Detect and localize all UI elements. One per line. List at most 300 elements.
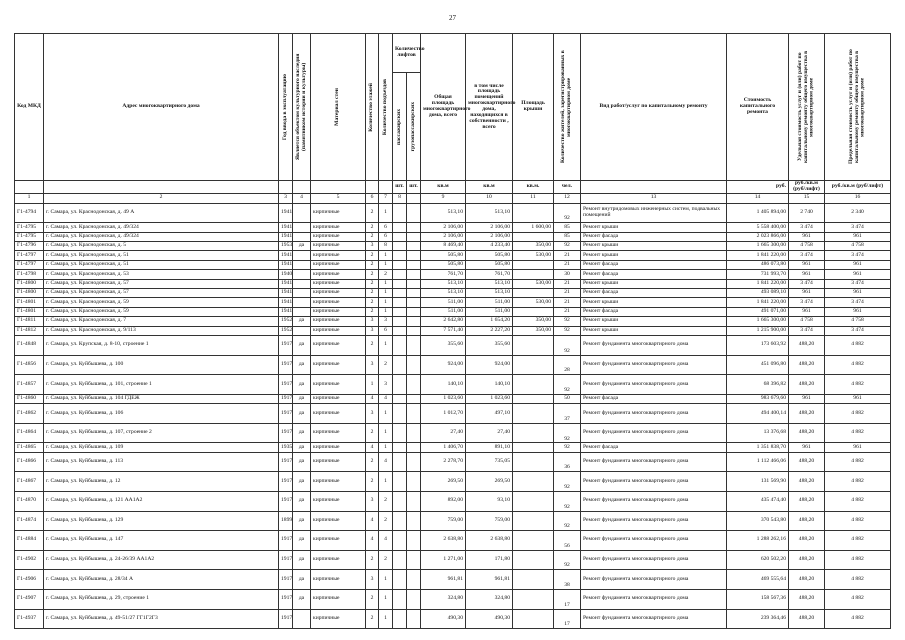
column-number: 2 <box>44 193 279 203</box>
cell-lifts-pass <box>393 443 407 452</box>
cell-walls: кирпичные <box>311 394 366 403</box>
cell-walls: кирпичные <box>311 289 366 298</box>
cell-heritage: да <box>293 472 311 492</box>
cell-roof-area <box>513 270 554 279</box>
cell-max-cost: 2 340 <box>825 203 891 223</box>
cell-code: Г1-4795 <box>15 223 44 232</box>
cell-cost: 370 543,80 <box>727 511 789 531</box>
cell-work-type: Ремонт крыши <box>581 223 727 232</box>
cell-walls: кирпичные <box>311 270 366 279</box>
cell-walls: кирпичные <box>311 375 366 395</box>
cell-premises-area: 269,50 <box>466 472 513 492</box>
column-number: 11 <box>513 193 554 203</box>
cell-lifts-pass <box>393 491 407 511</box>
cell-cost: 1 351 838,70 <box>727 443 789 452</box>
cell-unit-cost: 961 <box>789 260 825 269</box>
cell-work-type: Ремонт фундамента многоквартирного дома <box>581 472 727 492</box>
unit-roof-area: кв.м. <box>513 181 554 194</box>
header-address: Адрес многоквартирного дома <box>44 34 279 181</box>
cell-lifts-pass <box>393 452 407 472</box>
cell-total-area: 759,00 <box>421 511 466 531</box>
cell-total-area: 511,00 <box>421 298 466 307</box>
cell-lifts-cargo <box>407 531 421 551</box>
header-residents-cell <box>554 34 581 181</box>
cell-entrances: 2 <box>379 355 393 375</box>
table-row <box>15 472 891 492</box>
cell-entrances: 1 <box>379 260 393 269</box>
cell-residents: 92 <box>554 443 581 452</box>
header-total-area: Общая площадь многоквартирного дома, всего <box>421 34 466 181</box>
cell-work-type: Ремонт внутридомовых инженерных систем, подвальных помещений <box>581 203 727 223</box>
cell-work-type: Ремонт фундамента многоквартирного дома <box>581 355 727 375</box>
table-row <box>15 609 891 629</box>
cell-walls: кирпичные <box>311 443 366 452</box>
cell-code: Г1-4795 <box>15 232 44 241</box>
cell-premises-area: 2 106,00 <box>466 223 513 232</box>
cell-roof-area <box>513 472 554 492</box>
table-row <box>15 443 891 452</box>
cell-code: Г1-4860 <box>15 394 44 403</box>
cell-entrances: 6 <box>379 232 393 241</box>
cell-work-type: Ремонт фундамента многоквартирного дома <box>581 404 727 424</box>
header-work-type: Вид работ/услуг по капитальному ремонту <box>581 34 727 181</box>
cell-total-area: 892,00 <box>421 491 466 511</box>
cell-address: г. Самара, ул. Куйбышева, д. 129 <box>44 511 279 531</box>
cell-year: 1941 <box>279 251 293 260</box>
cell-max-cost: 961 <box>825 443 891 452</box>
table-row <box>15 307 891 316</box>
cell-premises-area: 891,10 <box>466 443 513 452</box>
cell-address: г. Самара, ул. Краснодонская, д. 7 <box>44 317 279 326</box>
cell-cost: 435 474,40 <box>727 491 789 511</box>
cell-entrances: 1 <box>379 289 393 298</box>
cell-cost: 731 993,70 <box>727 270 789 279</box>
cell-walls: кирпичные <box>311 589 366 609</box>
cell-premises-area: 505,80 <box>466 251 513 260</box>
cell-code: Г1-4857 <box>15 375 44 395</box>
table-row <box>15 326 891 335</box>
cell-premises-area: 735,05 <box>466 452 513 472</box>
cell-year: 1917 <box>279 472 293 492</box>
cell-entrances: 2 <box>379 270 393 279</box>
cell-floors: 2 <box>366 232 379 241</box>
cell-total-area: 490,30 <box>421 609 466 629</box>
cell-roof-area <box>513 491 554 511</box>
cell-code: Г1-4865 <box>15 443 44 452</box>
cell-cost: 491 071,00 <box>727 307 789 316</box>
table-row <box>15 279 891 288</box>
header-floors-cell <box>366 34 379 181</box>
column-number: 6 <box>366 193 379 203</box>
cell-roof-area <box>513 589 554 609</box>
cell-floors: 3 <box>366 491 379 511</box>
cell-entrances: 2 <box>379 491 393 511</box>
cell-work-type: Ремонт фундамента многоквартирного дома <box>581 511 727 531</box>
cell-address: г. Самара, ул. Куйбышева, д. 106 <box>44 404 279 424</box>
cell-lifts-pass <box>393 423 407 443</box>
cell-floors: 2 <box>366 589 379 609</box>
cell-code: Г1-4848 <box>15 336 44 356</box>
cell-work-type: Ремонт фундамента многоквартирного дома <box>581 550 727 570</box>
cell-heritage: да <box>293 336 311 356</box>
cell-residents: 92 <box>554 242 581 251</box>
cell-cost: 1 665 300,00 <box>727 242 789 251</box>
cell-address: г. Самара, ул. Куйбышева, д. 49-51/27 ГГ1Г2Г3 <box>44 609 279 629</box>
cell-walls: кирпичные <box>311 279 366 288</box>
cell-floors: 2 <box>366 279 379 288</box>
cell-heritage: да <box>293 404 311 424</box>
cell-lifts-pass <box>393 472 407 492</box>
cell-work-type: Ремонт крыши <box>581 298 727 307</box>
cell-max-cost: 4 882 <box>825 375 891 395</box>
cell-address: г. Самара, ул. Краснодонская, д. 57 <box>44 279 279 288</box>
cell-premises-area: 355,60 <box>466 336 513 356</box>
cell-year: 1941 <box>279 307 293 316</box>
cell-lifts-cargo <box>407 404 421 424</box>
cell-residents: 92 <box>554 491 581 511</box>
unit-total-area: кв.м <box>421 181 466 194</box>
table-row <box>15 550 891 570</box>
cell-unit-cost: 3 474 <box>789 326 825 335</box>
cell-residents: 85 <box>554 232 581 241</box>
cell-residents: 92 <box>554 317 581 326</box>
cell-floors: 2 <box>366 336 379 356</box>
cell-residents: 92 <box>554 326 581 335</box>
cell-residents: 92 <box>554 472 581 492</box>
cell-max-cost: 961 <box>825 232 891 241</box>
cell-year: 1917 <box>279 452 293 472</box>
unit-cell <box>311 181 366 194</box>
cell-premises-area: 2 106,00 <box>466 232 513 241</box>
table-row <box>15 251 891 260</box>
cell-lifts-pass <box>393 326 407 335</box>
cell-work-type: Ремонт крыши <box>581 317 727 326</box>
cell-roof-area: 1 600,00 <box>513 223 554 232</box>
cell-residents: 21 <box>554 307 581 316</box>
cell-code: Г1-4794 <box>15 203 44 223</box>
table-row <box>15 570 891 590</box>
cell-floors: 2 <box>366 423 379 443</box>
cell-code: Г1-4801 <box>15 298 44 307</box>
column-number: 10 <box>466 193 513 203</box>
column-number: 13 <box>581 193 727 203</box>
cell-entrances: 1 <box>379 336 393 356</box>
cell-walls: кирпичные <box>311 491 366 511</box>
cell-max-cost: 961 <box>825 289 891 298</box>
cell-roof-area: 530,00 <box>513 279 554 288</box>
cell-total-area: 2 638,80 <box>421 531 466 551</box>
cell-heritage <box>293 251 311 260</box>
cell-address: г. Самара, ул. Краснодонская, д. 57 <box>44 289 279 298</box>
table-row <box>15 452 891 472</box>
cell-entrances: 8 <box>379 242 393 251</box>
table-row <box>15 336 891 356</box>
cell-lifts-pass <box>393 242 407 251</box>
cell-lifts-cargo <box>407 289 421 298</box>
cell-total-area: 513,10 <box>421 203 466 223</box>
cell-unit-cost: 3 474 <box>789 251 825 260</box>
cell-floors: 1 <box>366 375 379 395</box>
cell-unit-cost: 961 <box>789 443 825 452</box>
cell-unit-cost: 961 <box>789 289 825 298</box>
cell-heritage: да <box>293 491 311 511</box>
cell-unit-cost: 488,20 <box>789 423 825 443</box>
cell-lifts-cargo <box>407 203 421 223</box>
cell-year: 1952 <box>279 317 293 326</box>
cell-floors: 3 <box>366 242 379 251</box>
cell-total-area: 27,40 <box>421 423 466 443</box>
cell-cost: 1 841 220,00 <box>727 279 789 288</box>
unit-premises-area: кв.м <box>466 181 513 194</box>
cell-year: 1940 <box>279 270 293 279</box>
cell-lifts-pass <box>393 511 407 531</box>
cell-roof-area <box>513 404 554 424</box>
header-unit-cost-cell <box>789 34 825 181</box>
cell-heritage: да <box>293 589 311 609</box>
cell-year: 1917 <box>279 589 293 609</box>
cell-unit-cost: 488,20 <box>789 404 825 424</box>
cell-heritage <box>293 289 311 298</box>
cell-cost: 1 288 262,16 <box>727 531 789 551</box>
cell-heritage <box>293 223 311 232</box>
page-number: 27 <box>449 14 456 22</box>
cell-work-type: Ремонт крыши <box>581 279 727 288</box>
cell-premises-area: 513,10 <box>466 203 513 223</box>
cell-work-type: Ремонт крыши <box>581 242 727 251</box>
cell-unit-cost: 488,20 <box>789 336 825 356</box>
cell-premises-area: 1 023,60 <box>466 394 513 403</box>
cell-cost: 131 569,90 <box>727 472 789 492</box>
cell-lifts-cargo <box>407 223 421 232</box>
cell-year: 1917 <box>279 355 293 375</box>
cell-year: 1917 <box>279 550 293 570</box>
cell-lifts-pass <box>393 260 407 269</box>
cell-lifts-pass <box>393 251 407 260</box>
cell-total-area: 513,10 <box>421 279 466 288</box>
cell-max-cost: 4 882 <box>825 423 891 443</box>
cell-premises-area: 759,00 <box>466 511 513 531</box>
cell-code: Г1-4812 <box>15 326 44 335</box>
cell-cost: 1 841 220,00 <box>727 298 789 307</box>
cell-premises-area: 490,30 <box>466 609 513 629</box>
cell-address: г. Самара, ул. Куйбышева, д. 121 АА1А2 <box>44 491 279 511</box>
cell-roof-area <box>513 260 554 269</box>
column-number: 7 <box>379 193 393 203</box>
cell-year: 1917 <box>279 423 293 443</box>
cell-residents: 17 <box>554 609 581 629</box>
cell-heritage <box>293 203 311 223</box>
cell-work-type: Ремонт фундамента многоквартирного дома <box>581 570 727 590</box>
cell-code: Г1-4800 <box>15 279 44 288</box>
cell-residents: 56 <box>554 531 581 551</box>
cell-walls: кирпичные <box>311 609 366 629</box>
header-cost: Стоимость капитального ремонта <box>727 34 789 181</box>
cell-unit-cost: 3 474 <box>789 298 825 307</box>
cell-roof-area <box>513 550 554 570</box>
cell-heritage: да <box>293 394 311 403</box>
unit-max-cost: руб./кв.м (руб/лифт) <box>825 181 891 194</box>
cell-address: г. Самара, ул. Краснодонская, д. 59 <box>44 298 279 307</box>
table-row <box>15 355 891 375</box>
cell-premises-area: 171,80 <box>466 550 513 570</box>
cell-roof-area: 530,00 <box>513 298 554 307</box>
cell-max-cost: 3 474 <box>825 279 891 288</box>
cell-cost: 5 558 400,00 <box>727 223 789 232</box>
cell-code: Г1-4902 <box>15 550 44 570</box>
header-heritage-cell <box>293 34 311 181</box>
cell-work-type: Ремонт крыши <box>581 326 727 335</box>
table-row <box>15 223 891 232</box>
cell-year: 1917 <box>279 336 293 356</box>
cell-work-type: Ремонт фасада <box>581 289 727 298</box>
cell-unit-cost: 3 474 <box>789 279 825 288</box>
cell-unit-cost: 961 <box>789 307 825 316</box>
cell-address: г. Самара, ул. Куйбышева, д. 104 ГДЕЖ <box>44 394 279 403</box>
header-year-cell <box>279 34 293 181</box>
cell-residents: 21 <box>554 279 581 288</box>
cell-entrances: 1 <box>379 472 393 492</box>
cell-residents: 50 <box>554 394 581 403</box>
header-year: Год ввода в эксплуатацию <box>281 73 288 141</box>
cell-roof-area: 530,00 <box>513 251 554 260</box>
units-row <box>15 181 891 194</box>
cell-heritage <box>293 279 311 288</box>
cell-floors: 3 <box>366 326 379 335</box>
table-row <box>15 260 891 269</box>
cell-premises-area: 961,81 <box>466 570 513 590</box>
cell-floors: 2 <box>366 452 379 472</box>
cell-total-area: 324,80 <box>421 589 466 609</box>
cell-cost: 486 073,80 <box>727 260 789 269</box>
cell-cost: 2 023 866,00 <box>727 232 789 241</box>
cell-roof-area <box>513 375 554 395</box>
cell-unit-cost: 2 740 <box>789 203 825 223</box>
cell-walls: кирпичные <box>311 570 366 590</box>
cell-total-area: 761,70 <box>421 270 466 279</box>
cell-max-cost: 961 <box>825 260 891 269</box>
cell-year: 1917 <box>279 404 293 424</box>
cell-max-cost: 961 <box>825 394 891 403</box>
cell-walls: кирпичные <box>311 472 366 492</box>
unit-lifts-pass: шт. <box>393 181 407 194</box>
cell-address: г. Самара, ул. Куйбышева, д. 100 <box>44 355 279 375</box>
cell-total-area: 513,10 <box>421 289 466 298</box>
cell-roof-area <box>513 394 554 403</box>
cell-cost: 239 364,46 <box>727 609 789 629</box>
cell-lifts-cargo <box>407 609 421 629</box>
cell-lifts-pass <box>393 232 407 241</box>
cell-roof-area <box>513 570 554 590</box>
cell-premises-area: 2 638,80 <box>466 531 513 551</box>
cell-unit-cost: 488,20 <box>789 375 825 395</box>
column-number: 4 <box>293 193 311 203</box>
table-row <box>15 375 891 395</box>
cell-lifts-pass <box>393 609 407 629</box>
cell-roof-area <box>513 609 554 629</box>
cell-max-cost: 4 882 <box>825 570 891 590</box>
cell-lifts-pass <box>393 279 407 288</box>
cell-entrances: 3 <box>379 317 393 326</box>
cell-total-area: 924,00 <box>421 355 466 375</box>
cell-walls: кирпичные <box>311 251 366 260</box>
cell-code: Г1-4801 <box>15 307 44 316</box>
cell-roof-area <box>513 203 554 223</box>
cell-year: 1941 <box>279 223 293 232</box>
cell-max-cost: 4 882 <box>825 609 891 629</box>
cell-floors: 2 <box>366 223 379 232</box>
cell-premises-area: 1 654,20 <box>466 317 513 326</box>
cell-cost: 620 502,20 <box>727 550 789 570</box>
cell-lifts-pass <box>393 404 407 424</box>
unit-residents: чел. <box>554 181 581 194</box>
cell-residents: 92 <box>554 511 581 531</box>
cell-work-type: Ремонт фундамента многоквартирного дома <box>581 491 727 511</box>
cell-heritage <box>293 232 311 241</box>
cell-code: Г1-4797 <box>15 260 44 269</box>
cell-entrances: 1 <box>379 307 393 316</box>
cell-work-type: Ремонт фундамента многоквартирного дома <box>581 375 727 395</box>
cell-total-area: 1 406,70 <box>421 443 466 452</box>
cell-roof-area: 350,00 <box>513 317 554 326</box>
cell-address: г. Самара, ул. Краснодонская, д. 9/113 <box>44 326 279 335</box>
cell-work-type: Ремонт фасада <box>581 443 727 452</box>
cell-heritage <box>293 260 311 269</box>
cell-lifts-pass <box>393 570 407 590</box>
cell-lifts-cargo <box>407 279 421 288</box>
cell-total-area: 505,80 <box>421 251 466 260</box>
cell-lifts-pass <box>393 270 407 279</box>
header-heritage: Является объектом культурного наследия (памятником истории и культуры) <box>294 53 307 161</box>
header-entrances-cell <box>379 34 393 181</box>
cell-code: Г1-4870 <box>15 491 44 511</box>
cell-total-area: 269,50 <box>421 472 466 492</box>
cell-lifts-cargo <box>407 511 421 531</box>
unit-lifts-cargo: шт. <box>407 181 421 194</box>
cell-year: 1917 <box>279 394 293 403</box>
cell-address: г. Самара, ул. Краснодонская, д. 51 <box>44 260 279 269</box>
cell-residents: 28 <box>554 355 581 375</box>
cell-cost: 494 400,14 <box>727 404 789 424</box>
cell-floors: 2 <box>366 298 379 307</box>
cell-walls: кирпичные <box>311 550 366 570</box>
cell-address: г. Самара, ул. Краснодонская, д. 5 <box>44 242 279 251</box>
cell-unit-cost: 961 <box>789 232 825 241</box>
cell-address: г. Самара, ул. Куйбышева, д. 107, строение 2 <box>44 423 279 443</box>
cell-year: 1899 <box>279 511 293 531</box>
header-residents: Количество жителей, зарегистрированных в многоквартирном доме <box>560 50 572 164</box>
cell-address: г. Самара, ул. Краснодонская, д. 49/324 <box>44 223 279 232</box>
cell-entrances: 6 <box>379 326 393 335</box>
cell-total-area: 1 023,60 <box>421 394 466 403</box>
header-walls: Материал стен <box>334 88 341 126</box>
cell-work-type: Ремонт фундамента многоквартирного дома <box>581 336 727 356</box>
cell-address: г. Самара, ул. Краснодонская, д. 59 <box>44 307 279 316</box>
cell-roof-area <box>513 289 554 298</box>
cell-year: 1953 <box>279 242 293 251</box>
cell-heritage <box>293 609 311 629</box>
unit-cell <box>366 181 379 194</box>
cell-residents: 17 <box>554 589 581 609</box>
cell-work-type: Ремонт фасада <box>581 260 727 269</box>
cell-year: 1917 <box>279 491 293 511</box>
cell-total-area: 1 271,00 <box>421 550 466 570</box>
cell-total-area: 2 278,70 <box>421 452 466 472</box>
cell-lifts-cargo <box>407 326 421 335</box>
cell-floors: 4 <box>366 511 379 531</box>
cell-code: Г1-4796 <box>15 242 44 251</box>
cell-unit-cost: 488,20 <box>789 472 825 492</box>
cell-heritage: да <box>293 550 311 570</box>
